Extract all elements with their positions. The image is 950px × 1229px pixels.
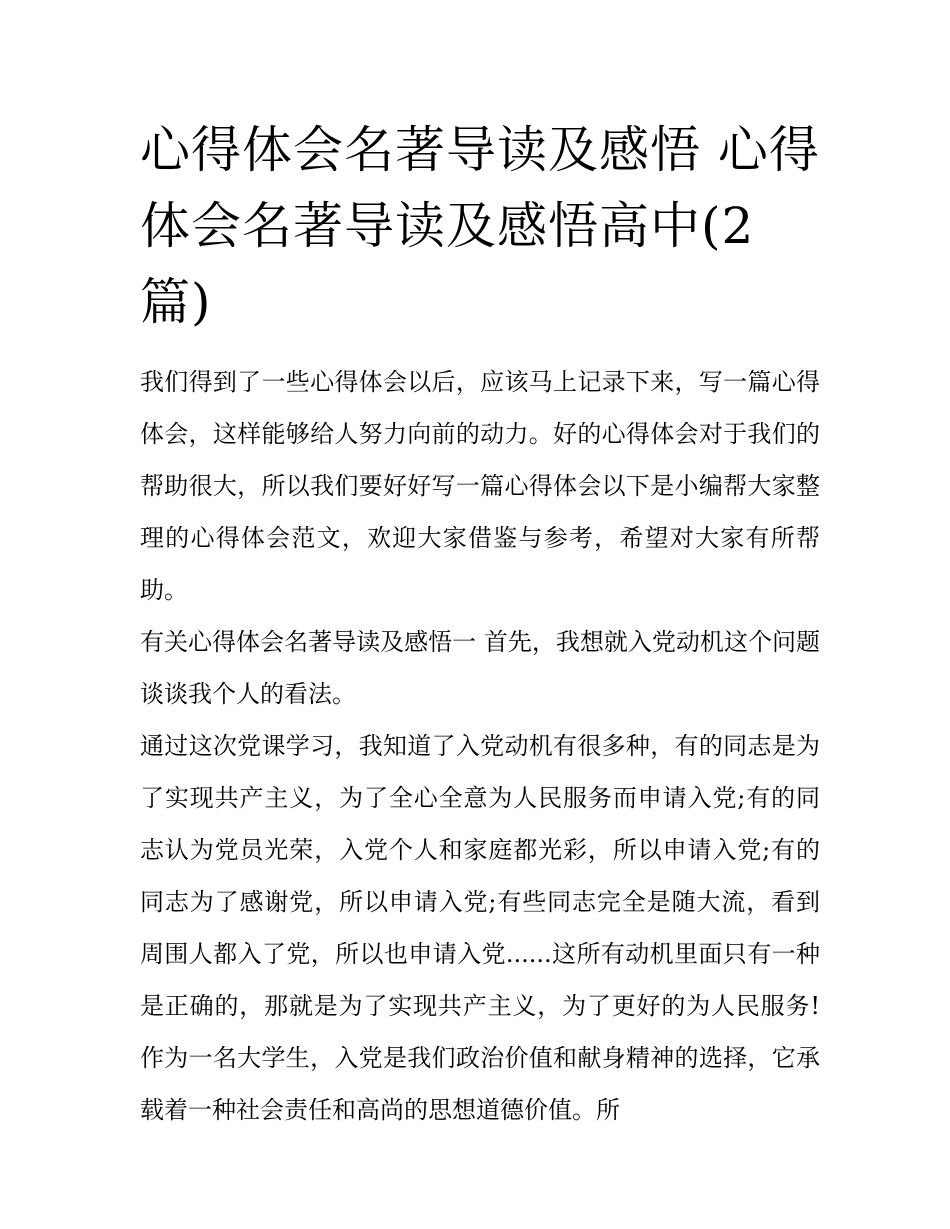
paragraph-intro: 我们得到了一些心得体会以后，应该马上记录下来，写一篇心得体会，这样能够给人努力向前的动力。好的心得体会对于我们的帮助很大，所以我们要好好写一篇心得体会以下是小编帮大家整理的心得体会范文，欢迎大家借鉴与参考，希望对大家有所帮助。: [140, 368, 820, 604]
document-page: [140, 112, 820, 1136]
paragraph-party-motive: 通过这次党课学习，我知道了入党动机有很多种，有的同志是为了实现共产主义，为了全心全意为人民服务而申请入党;有的同志认为党员光荣，入党个人和家庭都光彩，所以申请入党;有的同志为了感谢党，所以申请入党;有些同志完全是随大流，看到周围人都入了党，所以也申请入党......这所有动机里面只有一种是正确的，那就是为了实现共产主义，为了更好的为人民服务!作为一名大学生，入党是我们政治价值和献身精神的选择，它承载着一种社会责任和高尚的思想道德价值。所: [140, 732, 820, 1124]
document-title: 心得体会名著导读及感悟 心得体会名著导读及感悟高中(2篇): [140, 121, 820, 331]
paragraph-section-one: 有关心得体会名著导读及感悟一 首先，我想就入党动机这个问题谈谈我个人的看法。: [140, 628, 820, 708]
